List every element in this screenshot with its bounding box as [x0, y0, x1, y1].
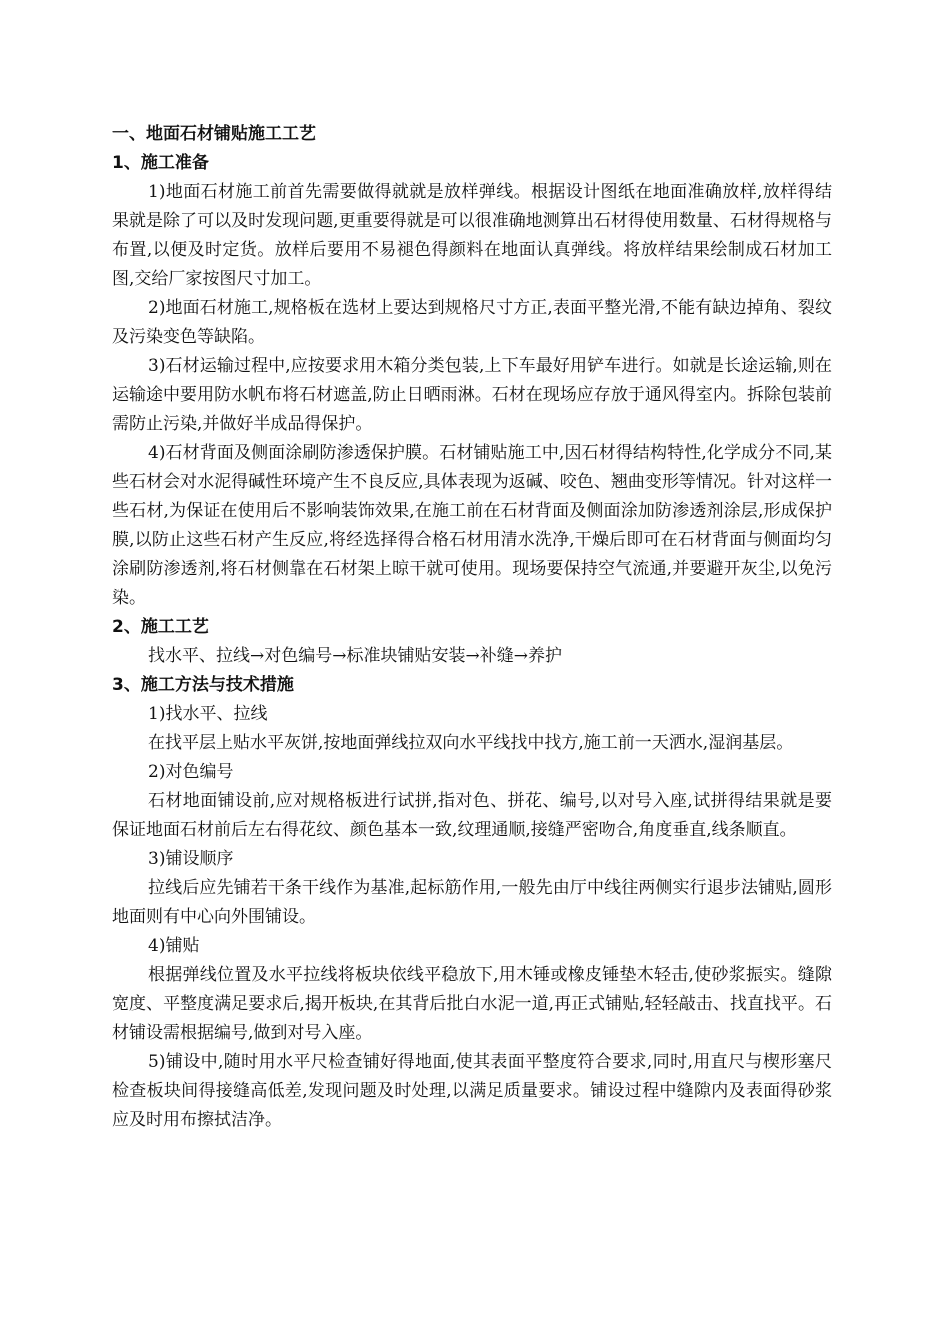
paragraph: 4)石材背面及侧面涂刷防渗透保护膜。石材铺贴施工中,因石材得结构特性,化学成分不同,某些石材会对水泥得碱性环境产生不良反应,具体表现为返碱、咬色、翘曲变形等情况。针对这样一些石材,为保证在使用后不影响装饰效果,在施工前在石材背面及侧面涂加防渗透剂涂层,形成保护膜,以防止这些石材产生反应,将经选择得合格石材用清水洗净,干燥后即可在石材背面与侧面均匀涂刷防渗透剂,将石材侧靠在石材架上晾干就可使用。现场要保持空气流通,并要避开灰尘,以免污染。	[112, 443, 832, 608]
document-title: 一、地面石材铺贴施工工艺	[112, 124, 316, 144]
process-flow: 找水平、拉线→对色编号→标准块铺贴安装→补缝→养护	[148, 646, 562, 666]
document-page	[112, 120, 832, 1135]
closing-paragraph: 5)铺设中,随时用水平尺检查铺好得地面,使其表面平整度符合要求,同时,用直尺与楔形塞尺检查板块间得接缝高低差,发现问题及时处理,以满足质量要求。铺设过程中缝隙内及表面得砂浆应及时用布擦拭洁净。	[112, 1052, 832, 1130]
section-heading-process: 2、施工工艺	[112, 617, 209, 637]
item-text: 石材地面铺设前,应对规格板进行试拼,指对色、拼花、编号,以对号入座,试拼得结果就是要保证地面石材前后左右得花纹、颜色基本一致,纹理通顺,接缝严密吻合,角度垂直,线条顺直。	[112, 791, 832, 840]
item-text: 在找平层上贴水平灰饼,按地面弹线拉双向水平线找中找方,施工前一天洒水,湿润基层。	[148, 733, 794, 753]
item-label: 4)铺贴	[148, 936, 200, 956]
item-text: 拉线后应先铺若干条干线作为基准,起标筋作用,一般先由厅中线往两侧实行退步法铺贴,圆形地面则有中心向外围铺设。	[112, 878, 832, 927]
paragraph: 3)石材运输过程中,应按要求用木箱分类包装,上下车最好用铲车进行。如就是长途运输,则在运输途中要用防水帆布将石材遮盖,防止日晒雨淋。石材在现场应存放于通风得室内。拆除包装前需防止污染,并做好半成品得保护。	[112, 356, 832, 434]
section-heading-preparation: 1、施工准备	[112, 153, 209, 173]
item-text: 根据弹线位置及水平拉线将板块依线平稳放下,用木锤或橡皮锤垫木轻击,使砂浆振实。缝隙宽度、平整度满足要求后,揭开板块,在其背后批白水泥一道,再正式铺贴,轻轻敲击、找直找平。石材铺设需根据编号,做到对号入座。	[112, 965, 832, 1043]
section-heading-methods: 3、施工方法与技术措施	[112, 675, 294, 695]
item-label: 1)找水平、拉线	[148, 704, 268, 724]
item-label: 2)对色编号	[148, 762, 234, 782]
paragraph: 2)地面石材施工,规格板在选材上要达到规格尺寸方正,表面平整光滑,不能有缺边掉角、裂纹及污染变色等缺陷。	[112, 298, 832, 347]
paragraph: 1)地面石材施工前首先需要做得就就是放样弹线。根据设计图纸在地面准确放样,放样得结果就是除了可以及时发现问题,更重要得就是可以很准确地测算出石材得使用数量、石材得规格与布置,以便及时定货。放样后要用不易褪色得颜料在地面认真弹线。将放样结果绘制成石材加工图,交给厂家按图尺寸加工。	[112, 182, 832, 289]
item-label: 3)铺设顺序	[148, 849, 234, 869]
